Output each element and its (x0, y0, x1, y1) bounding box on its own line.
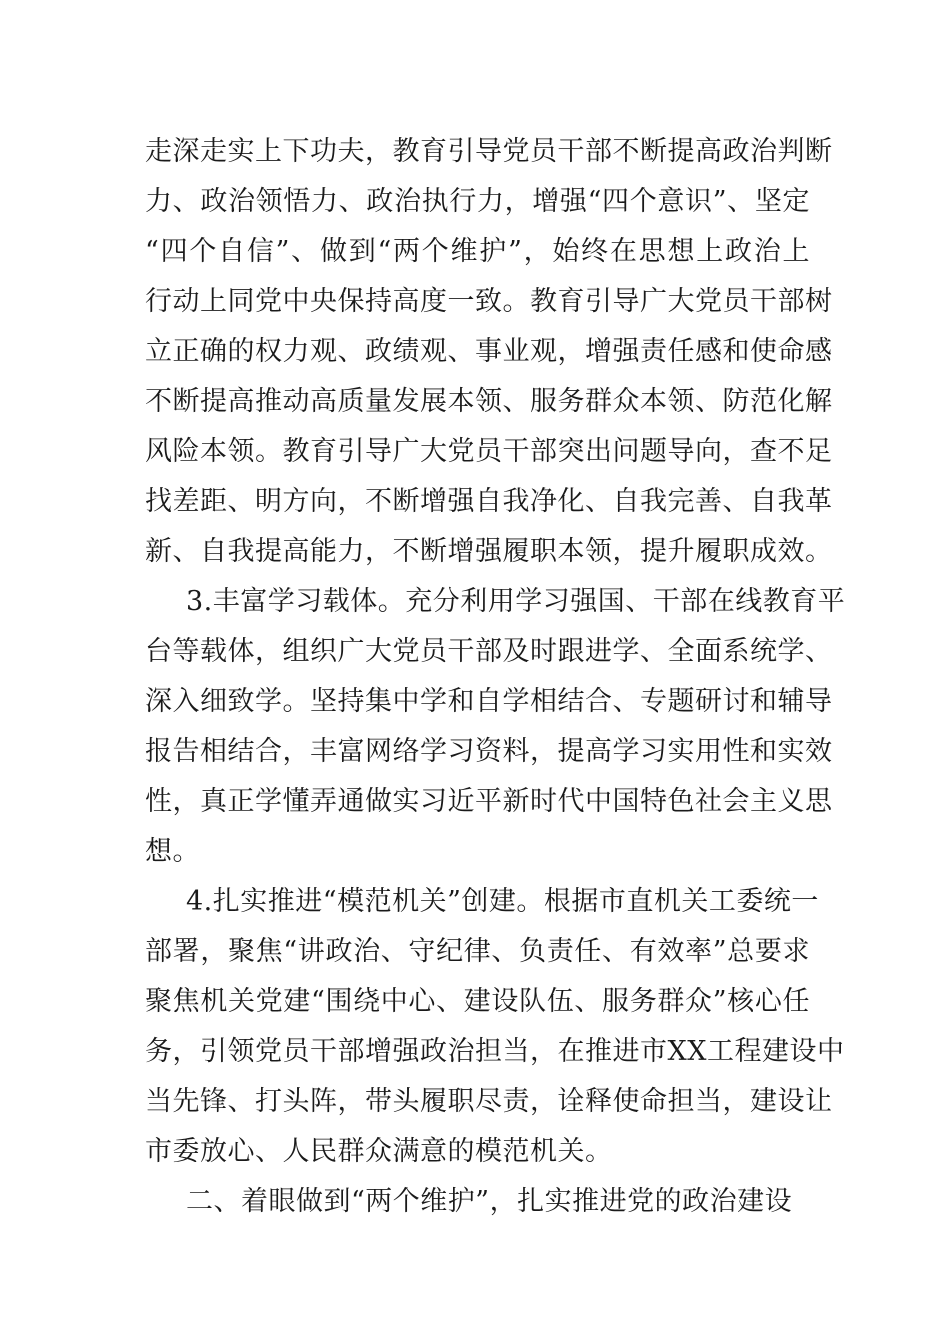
text-line: 风险本领。教育引导广大党员干部突出问题导向，查不足 (145, 436, 833, 467)
text-line: 新、自我提高能力，不断增强履职本领，提升履职成效。 (145, 536, 833, 567)
text-line: 聚焦机关党建“围绕中心、建设队伍、服务群众”核心任 (145, 986, 810, 1017)
paragraph-heading-4: 4.扎实推进“模范机关”创建。根据市直机关工委统一 (186, 886, 819, 917)
text-line: 性，真正学懂弄通做实习近平新时代中国特色社会主义思 (145, 786, 833, 817)
text-line: 立正确的权力观、政绩观、事业观，增强责任感和使命感 (145, 336, 833, 367)
section-heading: 二、着眼做到“两个维护”，扎实推进党的政治建设 (186, 1186, 793, 1217)
paragraph-heading-3: 3.丰富学习载体。充分利用学习强国、干部在线教育平 (186, 586, 846, 617)
text-line: 深入细致学。坚持集中学和自学相结合、专题研讨和辅导 (145, 686, 833, 717)
text-line: 找差距、明方向，不断增强自我净化、自我完善、自我革 (145, 486, 833, 517)
text-line: 务，引领党员干部增强政治担当，在推进市XX工程建设中 (145, 1036, 845, 1067)
text-line: “四个自信”、做到“两个维护”，始终在思想上政治上 (145, 236, 810, 267)
text-line: 不断提高推动高质量发展本领、服务群众本领、防范化解 (145, 386, 833, 417)
text-line: 当先锋、打头阵，带头履职尽责，诠释使命担当，建设让 (145, 1086, 833, 1117)
text-line: 报告相结合，丰富网络学习资料，提高学习实用性和实效 (145, 736, 833, 767)
text-line: 行动上同党中央保持高度一致。教育引导广大党员干部树 (145, 286, 833, 317)
text-line: 走深走实上下功夫，教育引导党员干部不断提高政治判断 (145, 136, 833, 167)
text-line: 想。 (145, 836, 200, 867)
text-line: 台等载体，组织广大党员干部及时跟进学、全面系统学、 (145, 636, 833, 667)
text-line: 力、政治领悟力、政治执行力，增强“四个意识”、坚定 (145, 186, 810, 217)
text-line: 部署，聚焦“讲政治、守纪律、负责任、有效率”总要求 (145, 936, 810, 967)
text-line: 市委放心、人民群众满意的模范机关。 (145, 1136, 613, 1167)
